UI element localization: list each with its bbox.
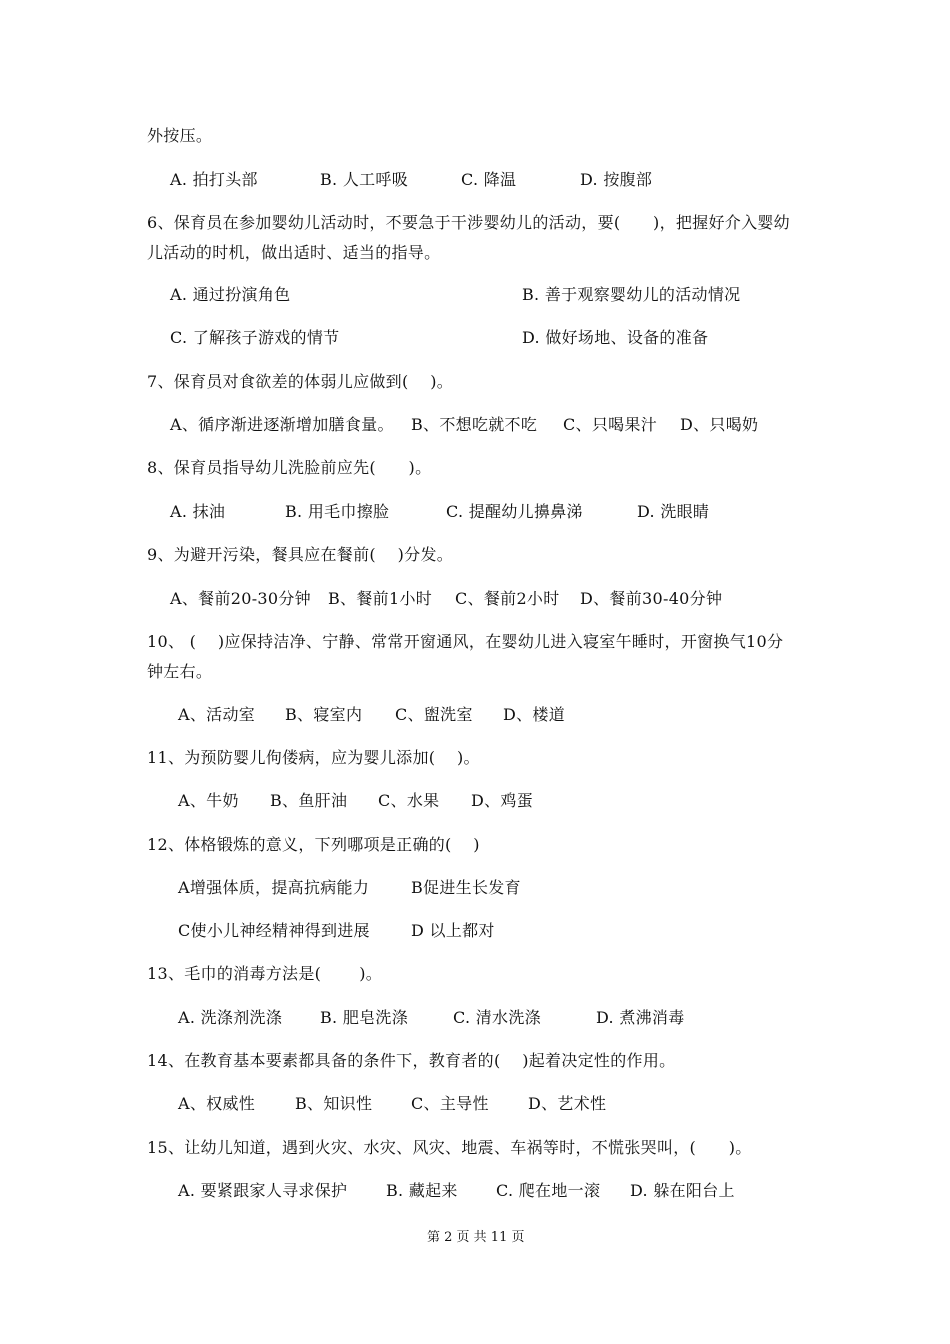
q14-option-c: C、主导性 xyxy=(411,1094,489,1113)
q12-option-a: A增强体质，提高抗病能力 xyxy=(178,878,370,897)
q10-line1: 10、 ( )应保持洁净、宁静、常常开窗通风，在婴幼儿进入寝室午睡时，开窗换气10分 xyxy=(147,632,784,651)
q11-option-c: C、水果 xyxy=(378,791,440,810)
q10-option-c: C、盥洗室 xyxy=(395,705,473,724)
q10-option-d: D、楼道 xyxy=(503,705,566,724)
q10-option-b: B、寝室内 xyxy=(285,705,363,724)
q9-option-c: C、餐前2小时 xyxy=(455,589,560,608)
q15-option-b: B. 藏起来 xyxy=(386,1181,458,1200)
q13-option-a: A. 洗涤剂洗涤 xyxy=(178,1008,283,1027)
q6-option-a: A. 通过扮演角色 xyxy=(170,285,291,304)
q13-option-c: C. 清水洗涤 xyxy=(453,1008,541,1027)
q12-text: 12、体格锻炼的意义，下列哪项是正确的( ) xyxy=(147,835,480,854)
q9-option-a: A、餐前20-30分钟 xyxy=(170,589,311,608)
q7-option-a: A、循序渐进逐渐增加膳食量。 xyxy=(170,415,394,434)
q6-option-b: B. 善于观察婴幼儿的活动情况 xyxy=(522,285,741,304)
q5-option-b: B. 人工呼吸 xyxy=(320,170,409,189)
page-number-footer: 第 2 页 共 11 页 xyxy=(427,1230,525,1245)
q11-option-d: D、鸡蛋 xyxy=(471,791,534,810)
q11-option-b: B、鱼肝油 xyxy=(270,791,348,810)
q8-text: 8、保育员指导幼儿洗脸前应先( )。 xyxy=(147,458,432,477)
q15-option-a: A. 要紧跟家人寻求保护 xyxy=(178,1181,348,1200)
q6-line1: 6、保育员在参加婴幼儿活动时，不要急于干涉婴幼儿的活动，要( )，把握好介入婴幼 xyxy=(147,213,790,232)
q11-text: 11、为预防婴儿佝偻病，应为婴儿添加( )。 xyxy=(147,748,480,767)
q5-option-a: A. 拍打头部 xyxy=(170,170,258,189)
q9-option-b: B、餐前1小时 xyxy=(328,589,433,608)
q14-option-b: B、知识性 xyxy=(295,1094,373,1113)
q10-line2: 钟左右。 xyxy=(147,662,213,681)
q14-text: 14、在教育基本要素都具备的条件下，教育者的( )起着决定性的作用。 xyxy=(147,1051,676,1070)
q14-option-a: A、权威性 xyxy=(178,1094,256,1113)
q15-option-c: C. 爬在地一滚 xyxy=(496,1181,601,1200)
q6-option-d: D. 做好场地、设备的准备 xyxy=(522,328,709,347)
q10-option-a: A、活动室 xyxy=(178,705,256,724)
q8-option-c: C. 提醒幼儿擤鼻涕 xyxy=(446,502,583,521)
q6-line2: 儿活动的时机，做出适时、适当的指导。 xyxy=(147,243,441,262)
q7-option-d: D、只喝奶 xyxy=(680,415,759,434)
q8-option-a: A. 抹油 xyxy=(170,502,226,521)
q5-tail-text: 外按压。 xyxy=(147,126,213,145)
q9-text: 9、为避开污染，餐具应在餐前( )分发。 xyxy=(147,545,454,564)
q5-option-c: C. 降温 xyxy=(461,170,517,189)
q9-option-d: D、餐前30-40分钟 xyxy=(580,589,723,608)
q7-text: 7、保育员对食欲差的体弱儿应做到( )。 xyxy=(147,372,454,391)
q13-option-d: D. 煮沸消毒 xyxy=(596,1008,685,1027)
q12-option-c: C使小儿神经精神得到进展 xyxy=(178,921,370,940)
q12-option-b: B促进生长发育 xyxy=(411,878,521,897)
q15-text: 15、让幼儿知道，遇到火灾、水灾、风灾、地震、车祸等时，不慌张哭叫，( )。 xyxy=(147,1138,752,1157)
q14-option-d: D、艺术性 xyxy=(528,1094,607,1113)
q8-option-d: D. 洗眼睛 xyxy=(637,502,710,521)
q12-option-d: D 以上都对 xyxy=(411,921,495,940)
q15-option-d: D. 躲在阳台上 xyxy=(630,1181,735,1200)
q7-option-b: B、不想吃就不吃 xyxy=(411,415,538,434)
q6-option-c: C. 了解孩子游戏的情节 xyxy=(170,328,340,347)
q13-option-b: B. 肥皂洗涤 xyxy=(320,1008,409,1027)
q7-option-c: C、只喝果汁 xyxy=(563,415,658,434)
q13-text: 13、毛巾的消毒方法是( )。 xyxy=(147,964,383,983)
q8-option-b: B. 用毛巾擦脸 xyxy=(285,502,390,521)
q5-option-d: D. 按腹部 xyxy=(580,170,653,189)
q11-option-a: A、牛奶 xyxy=(178,791,239,810)
